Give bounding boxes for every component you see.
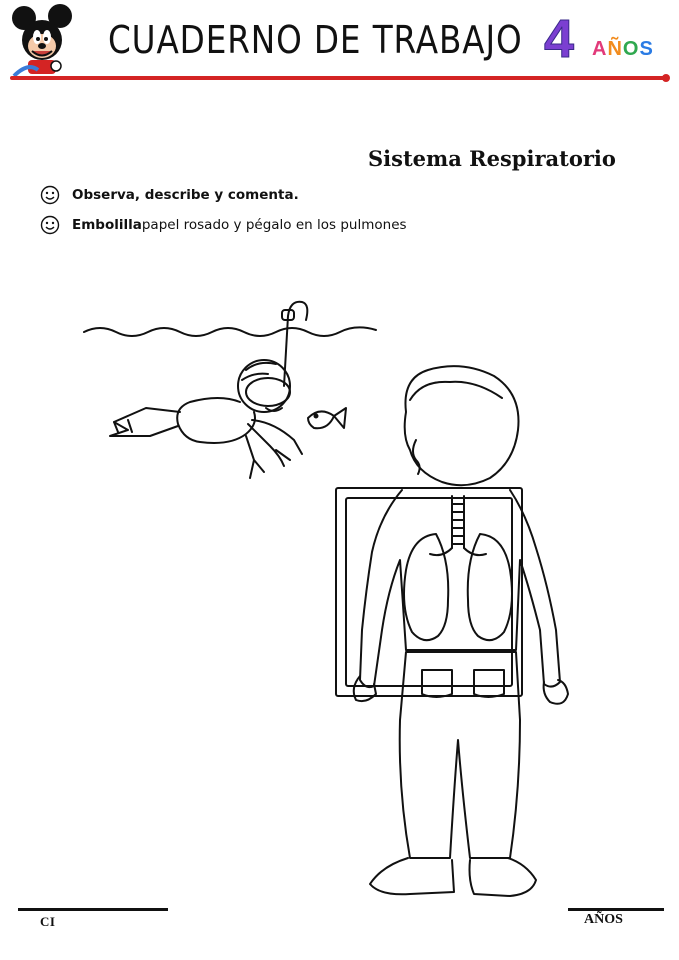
child-head [405,366,519,485]
section-title: Sistema Respiratorio [368,146,616,171]
diver-flipper [110,408,180,436]
instruction-item [40,180,600,210]
instructions-list [40,180,600,240]
age-word: AÑOS [592,38,654,60]
footer-left-text: CI [40,914,56,929]
xray-frame-outer [336,488,522,696]
respiratory-system-illustration [70,290,590,910]
footer-rule-left [18,908,168,911]
child-shoe-left [370,858,454,894]
diver-head [238,360,290,412]
fish [308,408,346,428]
worksheet-title: CUADERNO DE TRABAJO [108,18,523,62]
instruction-item [40,210,600,240]
diver-body [177,398,255,443]
smiley-icon [40,185,60,205]
smiley-icon [40,215,60,235]
mickey-mouse-icon [8,4,76,80]
instruction-bold-text: Embolilla [72,217,142,233]
age-number: 4 [544,9,575,69]
water-line [84,327,376,336]
age-badge [544,9,664,70]
instruction-text: papel rosado y pégalo en los pulmones [141,217,407,233]
xray-frame-inner [346,498,512,686]
child-hand-right [544,680,568,704]
left-lung [404,534,448,640]
header-divider [10,76,666,80]
instruction-bold-text: Observa, describe y comenta. [72,187,299,203]
footer-right-text: AÑOS [584,912,623,927]
child-shoe-right [470,858,537,896]
right-lung [468,534,512,640]
child-pants [400,652,520,858]
footer-rule-right [568,908,664,911]
worksheet-header [0,0,679,90]
diving-mask [246,378,290,406]
child-hand-left [354,676,376,701]
